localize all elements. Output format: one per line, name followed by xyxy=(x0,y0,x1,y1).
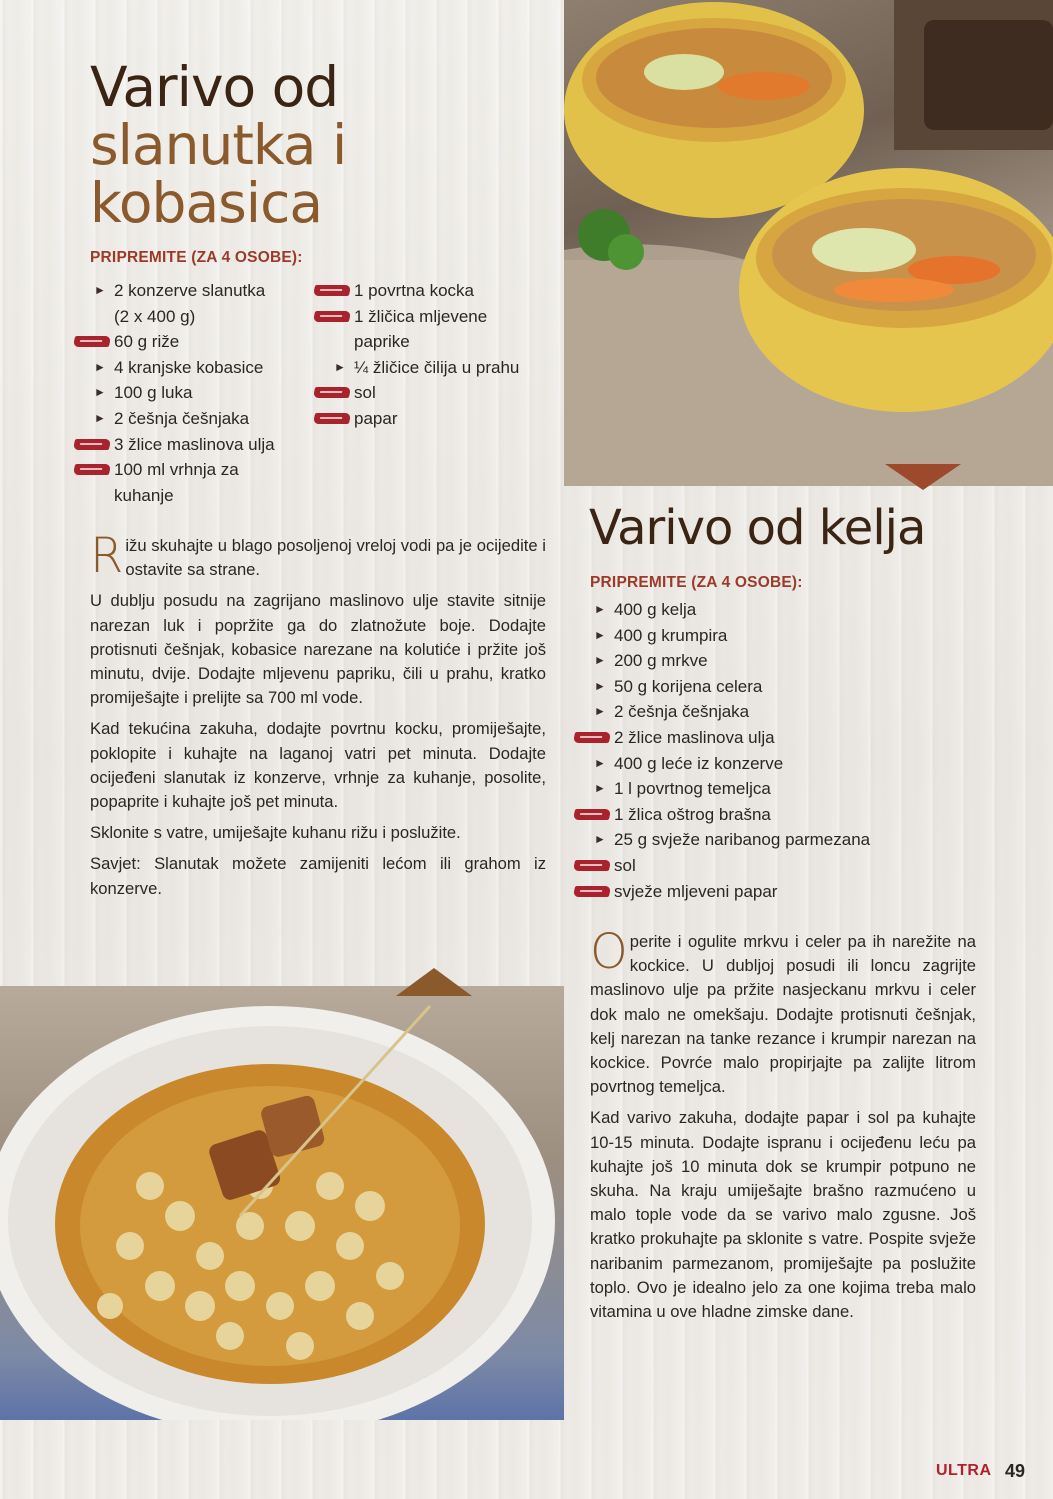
arrow-bullet-icon: ► xyxy=(94,283,106,297)
arrow-bullet-icon: ► xyxy=(594,704,606,719)
ingredient-text: papar xyxy=(354,408,398,428)
ingredient-text: 4 kranjske kobasice xyxy=(114,357,264,377)
ingredient-item xyxy=(90,278,310,304)
ingredient-item xyxy=(590,699,970,725)
ingredient-item xyxy=(90,432,310,458)
recipe1-dropcap: R xyxy=(90,528,124,584)
ingredient-item xyxy=(330,304,560,330)
page-number: 49 xyxy=(1005,1461,1026,1481)
ingredient-item xyxy=(330,406,560,432)
recipe1-ingredients-heading: PRIPREMITE (ZA 4 OSOBE): xyxy=(90,249,303,266)
ingredient-item xyxy=(590,597,970,623)
ingredient-item xyxy=(590,725,970,751)
ingredient-item xyxy=(590,827,970,853)
ultra-plus-label-icon xyxy=(573,809,611,820)
recipe1-paragraph xyxy=(90,528,546,584)
ingredient-item xyxy=(90,304,310,330)
arrow-bullet-icon: ► xyxy=(594,781,606,796)
footer-brand: ULTRA xyxy=(936,1462,992,1479)
ultra-plus-label-icon xyxy=(313,285,351,296)
arrow-bullet-icon: ► xyxy=(594,653,606,668)
ingredient-text: 60 g riže xyxy=(114,332,180,352)
ingredient-item xyxy=(590,648,970,674)
ingredient-text: 2 konzerve slanutka xyxy=(114,281,266,300)
recipe1-paragraph: Sklonite s vatre, umiješajte kuhanu rižu i poslužite. xyxy=(90,823,461,843)
ingredient-item xyxy=(590,751,970,777)
ingredient-item xyxy=(90,329,310,355)
ultra-plus-label-icon xyxy=(73,464,111,475)
ingredient-item xyxy=(90,457,310,483)
ingredient-text: 1 povrtna kocka xyxy=(354,281,475,300)
ultra-plus-label-icon xyxy=(313,311,351,322)
ingredient-item xyxy=(90,406,310,432)
ingredient-text: 2 žlice maslinova ulja xyxy=(614,727,775,747)
recipe1-paragraph: Kad tekućina zakuha, dodajte povrtnu kocku, promiješajte, poklopite i kuhajte na laganoj vatri pet minuta. Dodajte ocijeđeni slanutak iz konzerve, vrhnje za kuhanje, posolite, popaprite i kuhajte još pet minuta. xyxy=(90,719,546,812)
ingredient-item xyxy=(330,355,560,381)
section-marker-triangle xyxy=(396,968,472,996)
ultra-plus-label-icon xyxy=(573,860,611,871)
recipe2-paragraph-text: perite i ogulite mrkvu i celer pa ih narežite na kockice. U dubljoj posudi ili loncu zagrijte maslinovo ulje pa pržite nasjeckanu mrkvu i celer dok malo ne omekšaju. Dodajte protisnuti češnjak, kelj narezan na tanke rezance i krumpir narezan na kockice. Povrće malo propirjajte pa zalijte litrom povrtnog temeljca. xyxy=(590,932,976,1097)
arrow-bullet-icon: ► xyxy=(594,627,606,642)
ingredient-text: svježe mljeveni papar xyxy=(614,881,778,901)
ingredient-item xyxy=(590,623,970,649)
ingredient-text: 400 g kelja xyxy=(614,600,697,619)
recipe1-title-line: slanutka i xyxy=(90,113,347,177)
ultra-plus-label-icon xyxy=(573,732,611,743)
recipe1-tip: Savjet: Slanutak možete zamijeniti lećom ili grahom iz konzerve. xyxy=(90,854,546,898)
ingredient-text: 200 g mrkve xyxy=(614,651,708,671)
recipe1-paragraph-text: ižu skuhajte u blago posoljenoj vreloj vodi pa je ocijedite i ostavite sa strane. xyxy=(125,536,546,580)
ingredient-text: 400 g leće iz konzerve xyxy=(614,753,784,773)
recipe2-paragraph: Kad varivo zakuha, dodajte papar i sol pa kuhajte 10-15 minuta. Dodajte ispranu i ocijeđenu leću pa kuhajte još 10 minuta dok se krumpir potpuno ne skuha. Na kraju umiješajte brašno razmućeno u malo tople vode da se varivo malo zgusne. Još kratko prokuhajte pa sklonite s vatre. Pospite svježe naribanim parmezanom, promiješajte pa poslužite toplo. Ovo je idealno jelo za one kojima treba malo vitamina u ove hladne zimske dane. xyxy=(590,1108,976,1322)
chickpea-stew-photo xyxy=(0,986,564,1420)
recipe1-paragraph: U dublju posudu na zagrijano maslinovo ulje stavite sitnije narezan luk i popržite ga do zlatnožute boje. Dodajte protisnuti češnjak, kobasice narezane na kolutiće i pržite još minutu, dvije. Dodajte mljevenu papriku, čili u prahu, kratko promiješajte i prelijte sa 700 ml vode. xyxy=(90,591,546,708)
recipe2-ingredients-heading: PRIPREMITE (ZA 4 OSOBE): xyxy=(590,574,803,591)
ultra-plus-label-icon xyxy=(573,886,611,897)
ingredient-text: 2 češnja češnjaka xyxy=(614,702,750,722)
recipe2-title: Varivo od kelja xyxy=(589,500,926,556)
ingredient-item xyxy=(590,879,970,905)
ingredient-item xyxy=(90,355,310,381)
kale-stew-photo xyxy=(564,0,1053,486)
recipe2-dropcap: O xyxy=(590,924,628,980)
ingredient-item xyxy=(90,380,310,406)
arrow-bullet-icon: ► xyxy=(594,832,606,847)
ultra-plus-label-icon xyxy=(73,439,111,450)
ingredient-text: 400 g krumpira xyxy=(614,625,728,645)
ingredient-text: 50 g korijena celera xyxy=(614,676,763,696)
ingredient-text: 2 češnja češnjaka xyxy=(114,408,250,428)
ingredient-item xyxy=(590,776,970,802)
recipe1-title-line: Varivo od xyxy=(90,55,339,119)
ingredient-text: 100 g luka xyxy=(114,383,193,403)
ingredient-item xyxy=(590,802,970,828)
ingredient-text: 25 g svježe naribanog parmezana xyxy=(614,830,871,850)
ingredient-text: (2 x 400 g) xyxy=(114,306,196,326)
ingredient-text: ¼ žličice čilija u prahu xyxy=(354,357,520,377)
ingredient-item xyxy=(90,483,310,509)
ultra-plus-label-icon xyxy=(73,336,111,347)
ingredient-text: 1 žličica mljevene xyxy=(354,306,488,326)
ingredient-text: kuhanje xyxy=(114,485,174,505)
arrow-bullet-icon: ► xyxy=(94,385,106,400)
ingredient-item xyxy=(330,278,560,304)
ultra-plus-label-icon xyxy=(313,413,351,424)
arrow-bullet-icon: ► xyxy=(594,755,606,770)
ingredient-text: 100 ml vrhnja za xyxy=(114,460,239,480)
arrow-bullet-icon: ► xyxy=(94,410,106,425)
ingredient-text: sol xyxy=(614,855,636,875)
arrow-bullet-icon: ► xyxy=(594,602,606,616)
recipe2-method xyxy=(590,924,976,1331)
recipe2-paragraph xyxy=(590,924,976,1099)
ingredient-item xyxy=(590,674,970,700)
recipe1-method xyxy=(90,528,546,908)
arrow-bullet-icon: ► xyxy=(594,678,606,693)
recipe2-ingredients xyxy=(590,597,970,904)
ingredient-item xyxy=(590,853,970,879)
arrow-bullet-icon: ► xyxy=(334,359,346,374)
chickpea-stew-illustration xyxy=(0,986,564,1420)
ingredient-text: 1 žlica oštrog brašna xyxy=(614,804,771,824)
kale-stew-illustration xyxy=(564,0,1053,486)
ingredient-text: paprike xyxy=(354,332,410,352)
ingredient-text: 1 l povrtnog temeljca xyxy=(614,779,771,799)
section-marker-triangle xyxy=(885,464,961,490)
ingredient-text: 3 žlice maslinova ulja xyxy=(114,434,275,454)
arrow-bullet-icon: ► xyxy=(94,359,106,374)
ingredient-text: sol xyxy=(354,383,376,403)
ingredient-item xyxy=(330,380,560,406)
recipe1-title xyxy=(90,55,420,235)
recipe1-title-line: kobasica xyxy=(90,171,323,235)
ingredient-item xyxy=(330,329,560,355)
ultra-plus-label-icon xyxy=(313,387,351,398)
recipe1-ingredients-left xyxy=(90,278,310,508)
recipe1-ingredients-right xyxy=(330,278,560,432)
